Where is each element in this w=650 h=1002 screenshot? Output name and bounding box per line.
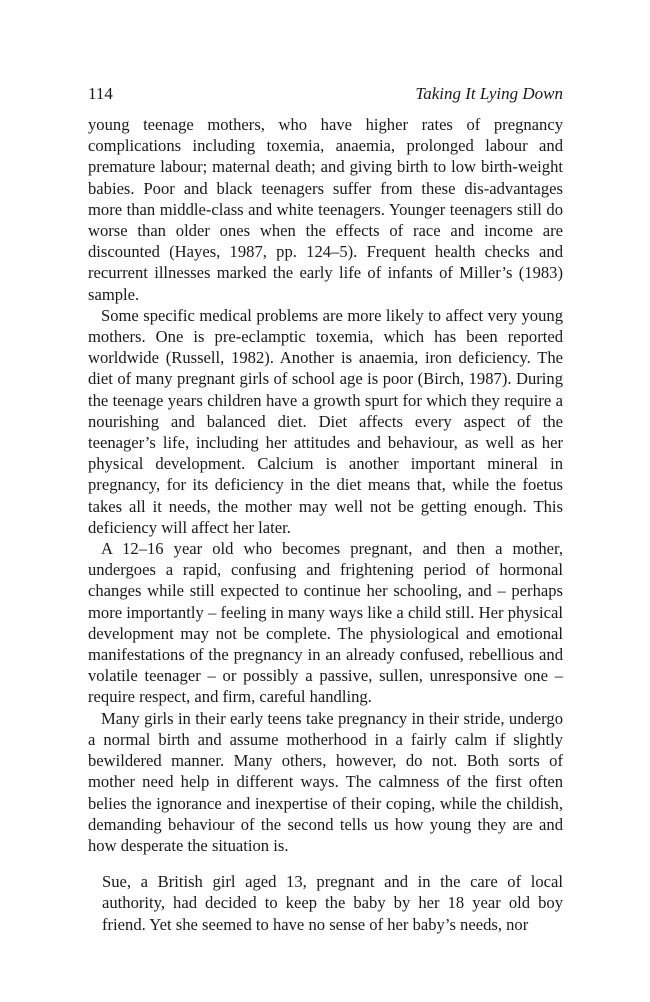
paragraph: Many girls in their early teens take pregnancy in their stride, undergo a normal birth and assume motherhood in a fairly calm if slightly bewildered manner. Many others, however, do not. Both sorts of mother need help in different ways. The calmness of the first often belies the ignorance and inexpertise of their coping, while the childish, demanding behaviour of the second tells us how young they are and how desperate the situation is. <box>88 708 563 855</box>
extract-paragraph: Sue, a British girl aged 13, pregnant and in the care of local authority, had decided to keep the baby by her 18 year old boy friend. Yet she seemed to have no sense of her baby’s needs, nor <box>102 872 563 934</box>
page-header <box>88 84 563 110</box>
paragraph: Some specific medical problems are more likely to affect very young mothers. One is pre-eclamptic toxemia, which has been reported worldwide (Russell, 1982). Another is anaemia, iron deficiency. The diet of many pregnant girls of school age is poor (Birch, 1987). During the teenage years children have a growth spurt for which they require a nourishing and balanced diet. Diet affects every aspect of the teenager’s life, including her attitudes and behaviour, as well as her physical development. Calcium is another important mineral in pregnancy, for its deficiency in the diet means that, while the foetus takes all it needs, the mother may well not be getting enough. This deficiency will affect her later. <box>88 305 563 537</box>
book-page <box>88 84 563 935</box>
paragraph: A 12–16 year old who becomes pregnant, and then a mother, undergoes a rapid, confusing and frightening period of hormonal changes while still expected to continue her schooling, and – perhaps more importantly – feeling in many ways like a child still. Her physical development may not be complete. The physiological and emotional manifestations of the pregnancy in an already confused, rebellious and volatile teenager – or possibly a passive, sullen, unresponsive one – require respect, and firm, careful handling. <box>88 539 563 707</box>
running-title: Taking It Lying Down <box>415 84 563 103</box>
case-study-extract <box>88 871 563 935</box>
page-number: 114 <box>88 84 113 103</box>
body-text <box>88 114 563 856</box>
paragraph: young teenage mothers, who have higher rates of pregnancy complications including toxemia, anaemia, prolonged labour and premature labour; maternal death; and giving birth to low birth-weight babies. Poor and black teenagers suffer from these dis-advantages more than middle-class and white teenagers. Younger teenagers still do worse than older ones when the effects of race and income are discounted (Hayes, 1987, pp. 124–5). Frequent health checks and recurrent illnesses marked the early life of infants of Miller’s (1983) sample. <box>88 115 563 304</box>
